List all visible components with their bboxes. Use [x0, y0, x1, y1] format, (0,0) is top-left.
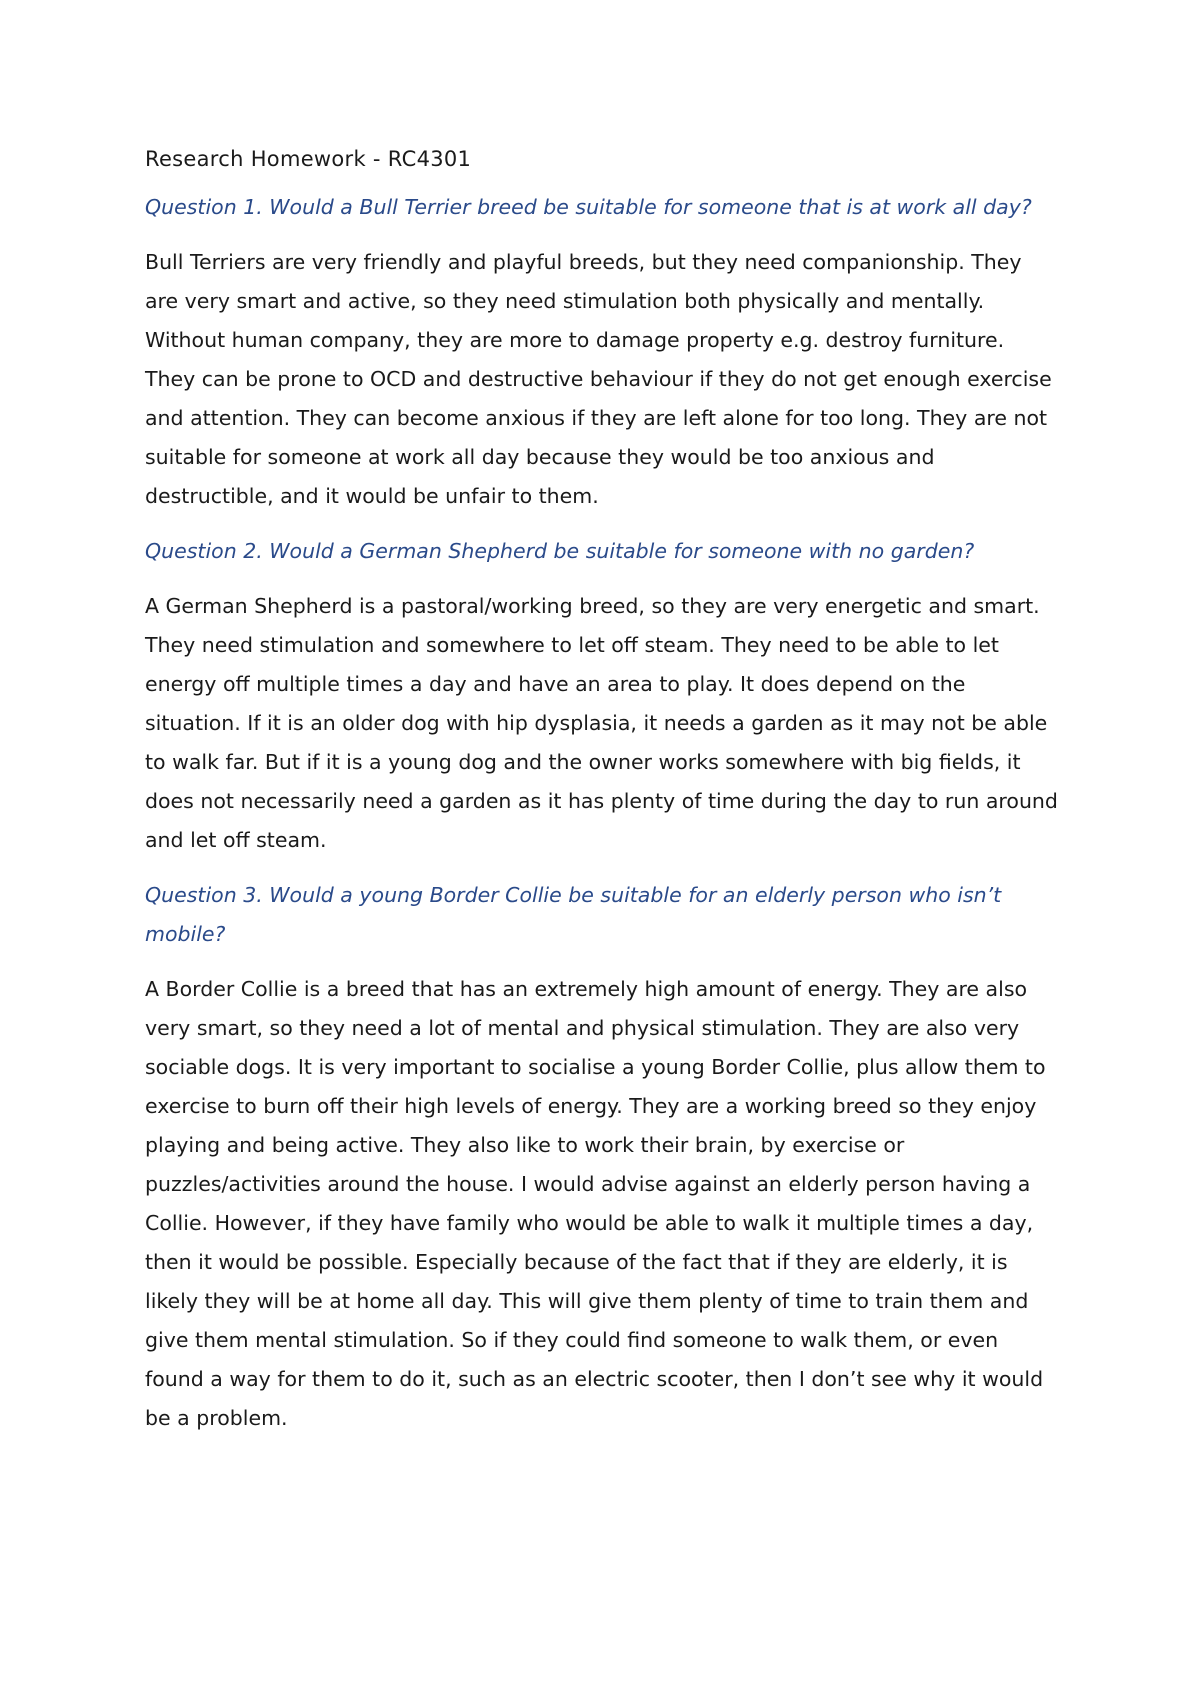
question-1-heading: Question 1. Would a Bull Terrier breed be suitable for someone that is at work all day?	[145, 195, 1032, 219]
question-section-1	[145, 188, 1060, 516]
question-1-answer: Bull Terriers are very friendly and playful breeds, but they need companionship. They are very smart and active, so they need stimulation both physically and mentally. Without human company, they are more to damage property e.g. destroy furniture. They can be prone to OCD and destructive behaviour if they do not get enough exercise and attention. They can become anxious if they are left alone for too long. They are not suitable for someone at work all day because they would be too anxious and destructible, and it would be unfair to them.	[145, 250, 1052, 508]
question-3-heading: Question 3. Would a young Border Collie be suitable for an elderly person who isn’t mobile?	[145, 883, 1002, 946]
document-title: Research Homework - RC4301	[145, 147, 472, 171]
question-section-3	[145, 876, 1060, 1438]
question-section-2	[145, 532, 1060, 860]
question-2-heading: Question 2. Would a German Shepherd be suitable for someone with no garden?	[145, 539, 975, 563]
document-body	[145, 142, 1060, 1454]
question-3-answer: A Border Collie is a breed that has an extremely high amount of energy. They are also very smart, so they need a lot of mental and physical stimulation. They are also very sociable dogs. It is very important to socialise a young Border Collie, plus allow them to exercise to burn off their high levels of energy. They are a working breed so they enjoy playing and being active. They also like to work their brain, by exercise or puzzles/activities around the house. I would advise against an elderly person having a Collie. However, if they have family who would be able to walk it multiple times a day, then it would be possible. Especially because of the fact that if they are elderly, it is likely they will be at home all day. This will give them plenty of time to train them and give them mental stimulation. So if they could find someone to walk them, or even found a way for them to do it, such as an electric scooter, then I don’t see why it would be a problem.	[145, 977, 1046, 1430]
question-2-answer: A German Shepherd is a pastoral/working breed, so they are very energetic and smart. They need stimulation and somewhere to let off steam. They need to be able to let energy off multiple times a day and have an area to play. It does depend on the situation. If it is an older dog with hip dysplasia, it needs a garden as it may not be able to walk far. But if it is a young dog and the owner works somewhere with big fields, it does not necessarily need a garden as it has plenty of time during the day to run around and let off steam.	[145, 594, 1058, 852]
